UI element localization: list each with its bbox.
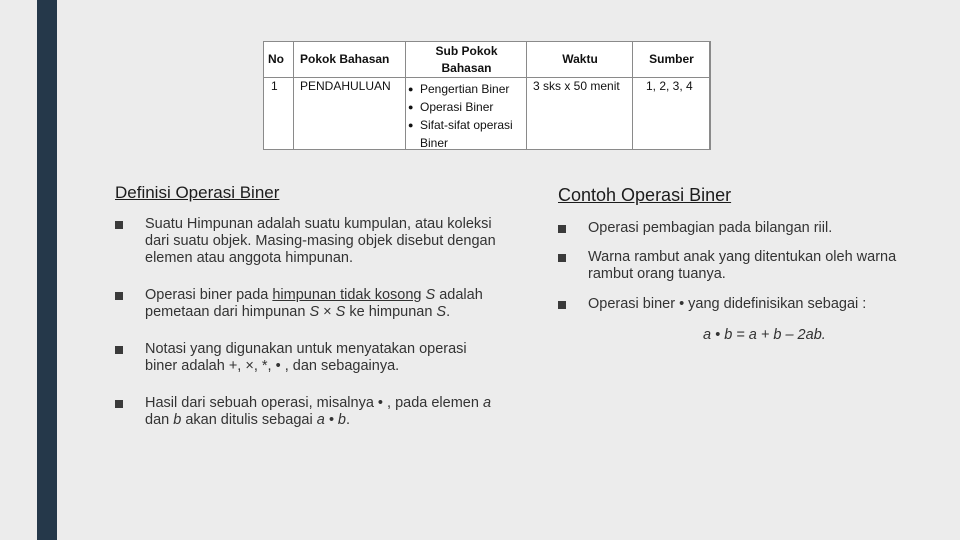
list-item: Operasi pembagian pada bilangan riil.	[558, 220, 903, 237]
example-list	[558, 220, 903, 313]
list-item: Operasi biner • yang didefinisikan sebagai :	[558, 296, 903, 313]
list-item: Hasil dari sebuah operasi, misalnya • , pada elemen a dan b akan ditulis sebagai a • b.	[115, 395, 500, 429]
header-pokok: Pokok Bahasan	[300, 52, 390, 66]
cell-no: 1	[271, 79, 278, 93]
square-bullet-icon	[115, 292, 123, 300]
header-sub: Sub Pokok Bahasan	[435, 43, 498, 75]
sub-item: ● Operasi Biner	[407, 98, 519, 116]
cell-pokok: PENDAHULUAN	[300, 79, 391, 93]
square-bullet-icon	[558, 225, 566, 233]
himpunan-link[interactable]: himpunan tidak kosong	[272, 287, 422, 303]
header-no: No	[268, 52, 284, 66]
list-item: Operasi biner pada himpunan tidak kosong S adalah pemetaan dari himpunan S × S ke himpunan S.	[115, 287, 500, 321]
side-accent-bar	[37, 0, 57, 540]
square-bullet-icon	[115, 346, 123, 354]
sub-item: ● Sifat-sifat operasi Biner	[407, 116, 519, 152]
header-sumber: Sumber	[649, 52, 694, 66]
left-heading: Definisi Operasi Biner	[115, 183, 280, 202]
sub-item: ● Pengertian Biner	[407, 80, 519, 98]
square-bullet-icon	[115, 400, 123, 408]
square-bullet-icon	[558, 254, 566, 262]
syllabus-table	[263, 41, 711, 150]
header-waktu: Waktu	[562, 52, 598, 66]
right-heading: Contoh Operasi Biner	[558, 185, 732, 205]
square-bullet-icon	[558, 301, 566, 309]
formula: a • b = a + b – 2ab.	[703, 327, 826, 343]
list-item: Notasi yang digunakan untuk menyatakan operasi biner adalah +, ×, *, • , dan sebagainya.	[115, 341, 500, 375]
list-item: Warna rambut anak yang ditentukan oleh warna rambut orang tuanya.	[558, 249, 903, 283]
cell-sub-list	[407, 80, 519, 152]
cell-waktu: 3 sks x 50 menit	[533, 79, 620, 93]
list-item: Suatu Himpunan adalah suatu kumpulan, atau koleksi dari suatu objek. Masing-masing objek disebut dengan elemen atau anggota himpunan.	[115, 216, 500, 267]
definition-list	[115, 216, 500, 449]
cell-sumber: 1, 2, 3, 4	[646, 79, 693, 93]
square-bullet-icon	[115, 221, 123, 229]
header-divider	[264, 77, 710, 78]
